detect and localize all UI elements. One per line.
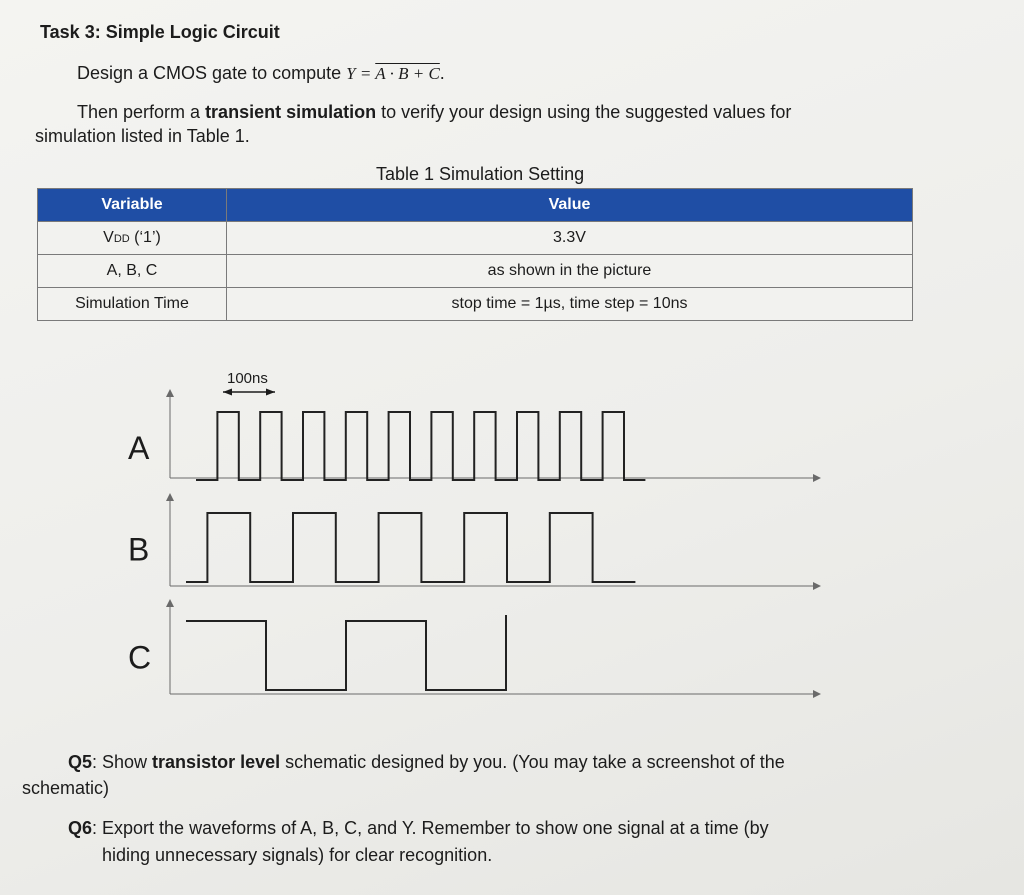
- table-row: [38, 255, 913, 288]
- cell-value: as shown in the picture: [227, 255, 913, 288]
- simulation-instruction-line1: [77, 102, 791, 123]
- instruction-post: to verify your design using the suggested values for: [376, 102, 792, 122]
- header-variable: Variable: [38, 189, 227, 222]
- period-label: 100ns: [227, 370, 268, 387]
- q5-post: schematic designed by you. (You may take a screenshot of the: [280, 752, 785, 772]
- table-row: [38, 222, 913, 255]
- signal-a: [128, 390, 820, 480]
- q6-line1: : Export the waveforms of A, B, C, and Y. Remember to show one signal at a time (by: [92, 818, 769, 838]
- vdd-tail: (‘1’): [129, 229, 161, 246]
- question-q5: [68, 752, 785, 773]
- question-q6: [68, 818, 769, 839]
- cell-variable-vdd: [38, 222, 227, 255]
- q5-bold: transistor level: [152, 752, 281, 772]
- question-q5-line2: schematic): [22, 778, 110, 798]
- signal-label: B: [128, 531, 150, 568]
- question-q6-line2: hiding unnecessary signals) for clear recognition.: [102, 845, 493, 865]
- cell-value: stop time = 1µs, time step = 10ns: [227, 288, 913, 321]
- table-caption: Table 1 Simulation Setting: [376, 164, 585, 184]
- signal-label: C: [128, 639, 152, 676]
- task-title: Task 3: Simple Logic Circuit: [40, 22, 280, 42]
- header-value: Value: [227, 189, 913, 222]
- table-row: [38, 288, 913, 321]
- cell-value: 3.3V: [227, 222, 913, 255]
- design-instruction: [77, 63, 445, 84]
- design-prefix: Design a CMOS gate to compute: [77, 63, 347, 83]
- table-header-row: [38, 189, 913, 222]
- waveform-trace: [196, 412, 645, 480]
- period-indicator: [223, 370, 275, 396]
- q5-pre: : Show: [92, 752, 153, 772]
- q5-label: Q5: [68, 752, 93, 772]
- waveform-trace: [186, 513, 635, 582]
- signal-c: [128, 600, 820, 694]
- formula-end: .: [439, 63, 445, 83]
- q6-label: Q6: [68, 818, 93, 838]
- vdd-subscript: DD: [113, 233, 130, 245]
- simulation-settings-table: [37, 188, 913, 321]
- formula-rhs: A · B + C: [375, 64, 440, 83]
- instruction-pre: Then perform a: [77, 102, 206, 122]
- simulation-instruction-line2: simulation listed in Table 1.: [35, 126, 250, 146]
- waveform-trace: [186, 615, 506, 690]
- boolean-formula: [346, 64, 440, 83]
- instruction-bold: transient simulation: [205, 102, 377, 122]
- timing-diagram: [0, 360, 1024, 710]
- signal-label: A: [128, 430, 150, 466]
- vdd-main: V: [103, 229, 114, 246]
- signal-b: [128, 494, 820, 586]
- cell-variable: Simulation Time: [38, 288, 227, 321]
- cell-variable: A, B, C: [38, 255, 227, 288]
- formula-lhs: Y =: [346, 64, 376, 83]
- period-arrow-left-icon: [223, 389, 232, 396]
- period-arrow-right-icon: [266, 389, 275, 396]
- signal-waveforms: [128, 390, 820, 694]
